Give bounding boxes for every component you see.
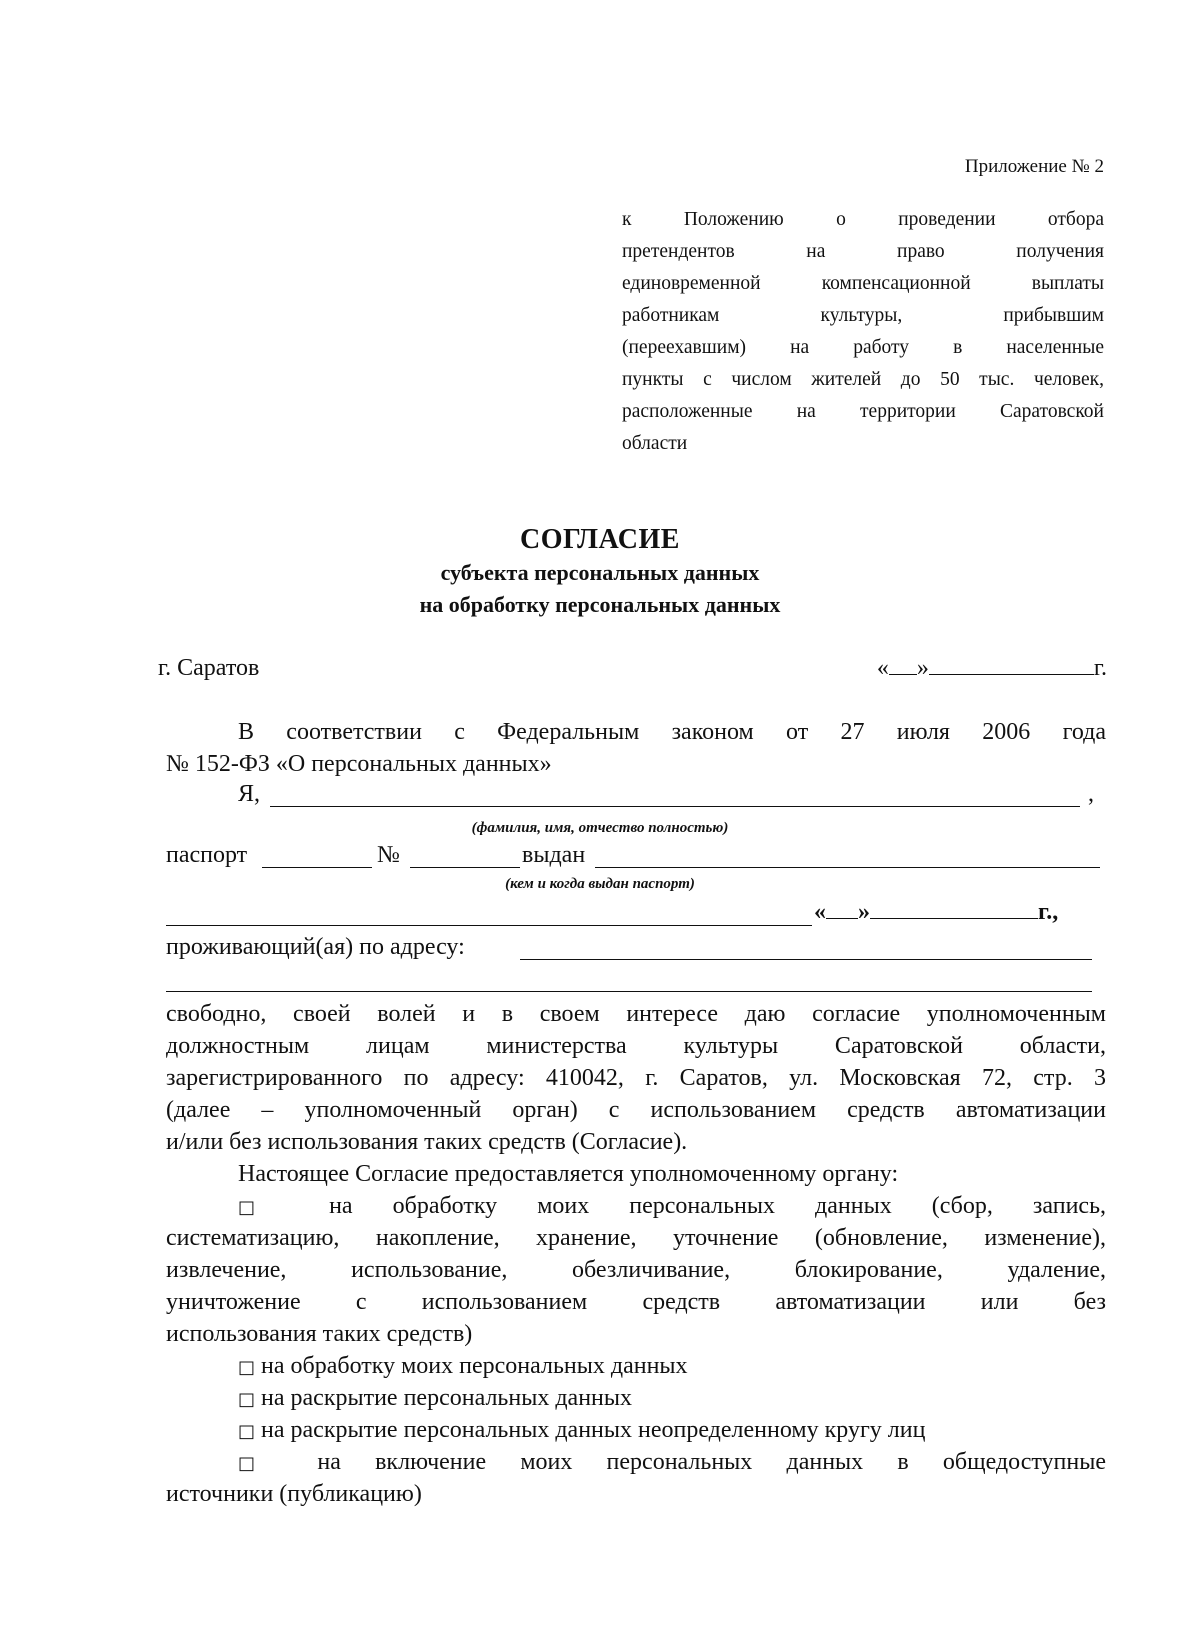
option-2-text: на обработку моих персональных данных [261, 1353, 688, 1379]
quote-open: « [876, 655, 889, 681]
day-blank[interactable] [889, 673, 917, 675]
option-5-continuation: источники (публикацию) [166, 1481, 422, 1507]
appendix-line: области [622, 433, 688, 454]
date-field [877, 655, 1107, 682]
fio-caption: (фамилия, имя, отчество полностью) [471, 820, 729, 836]
fio-comma: , [1088, 781, 1094, 807]
fio-field[interactable] [270, 806, 1080, 807]
option-1-first-line [238, 1190, 1106, 1224]
address-label: проживающий(ая) по адресу: [166, 934, 465, 960]
document-title: СОГЛАСИЕ [520, 524, 680, 555]
appendix-line: пункты с числом жителей до 50 тыс. человек, [622, 369, 1104, 390]
option-1-continuation [166, 1222, 1106, 1350]
consent-line: (далее – уполномоченный орган) с использованием средств автоматизации [166, 1097, 1106, 1123]
issued-details-field[interactable] [166, 925, 812, 926]
year-suffix: г. [1093, 655, 1107, 681]
issue-date-field [814, 899, 1058, 926]
passport-label: паспорт [166, 842, 248, 868]
consent-line: свободно, своей волей и в своем интересе даю согласие уполномоченным [166, 1001, 1106, 1027]
intro-line: № 152-ФЗ «О персональных данных» [166, 751, 552, 777]
consent-line: и/или без использования таких средств (Согласие). [166, 1129, 688, 1155]
number-label: № [377, 842, 400, 868]
passport-series-field[interactable] [262, 867, 372, 868]
issued-by-field[interactable] [595, 867, 1100, 868]
quote-close: » [916, 655, 929, 681]
address-field[interactable] [520, 959, 1092, 960]
option-2 [238, 1350, 1106, 1384]
passport-number-field[interactable] [410, 867, 520, 868]
option-1-line: уничтожение с использованием средств автоматизации или без [166, 1289, 1106, 1315]
option-1-text: на обработку моих персональных данных (сбор, запись, [329, 1193, 1107, 1219]
appendix-line: к Положению о проведении отбора [622, 209, 1104, 230]
option-3-text: на раскрытие персональных данных [261, 1385, 633, 1411]
document-subtitle-2: на обработку персональных данных [419, 592, 781, 617]
appendix-line: единовременной компенсационной выплаты [622, 273, 1104, 294]
appendix-title: Приложение № 2 [964, 156, 1104, 177]
appendix-line: расположенные на территории Саратовской [622, 401, 1104, 422]
appendix-line: (переехавшим) на работу в населенные [622, 337, 1104, 358]
issued-caption: (кем и когда выдан паспорт) [505, 876, 695, 892]
city-label: г. Саратов [158, 655, 260, 681]
consent-line: зарегистрированного по адресу: 410042, г. Саратов, ул. Московская 72, стр. 3 [166, 1065, 1106, 1091]
checkbox-icon[interactable]: □ [238, 1453, 284, 1474]
checkbox-icon[interactable]: □ [238, 1357, 256, 1378]
quote-open: « [814, 899, 826, 925]
option-4-text: на раскрытие персональных данных неопределенному кругу лиц [261, 1417, 926, 1443]
document-subtitle: субъекта персональных данных [440, 560, 760, 585]
option-4 [238, 1414, 1106, 1448]
consent-paragraph [166, 998, 1106, 1158]
issue-day-blank[interactable] [826, 917, 858, 919]
issued-label: выдан [522, 842, 586, 868]
intro-line: В соответствии с Федеральным законом от 27 июля 2006 года [238, 719, 1106, 745]
provided-to-line: Настоящее Согласие предоставляется уполномоченному органу: [238, 1161, 899, 1187]
checkbox-icon[interactable]: □ [238, 1197, 290, 1218]
option-1-line: извлечение, использование, обезличивание, блокирование, удаление, [166, 1257, 1106, 1283]
option-3 [238, 1382, 1106, 1416]
checkbox-icon[interactable]: □ [238, 1421, 256, 1442]
month-year-blank[interactable] [929, 673, 1094, 675]
option-1-line: систематизацию, накопление, хранение, уточнение (обновление, изменение), [166, 1225, 1106, 1251]
option-5-text: на включение моих персональных данных в общедоступные [317, 1449, 1107, 1475]
consent-line: должностным лицам министерства культуры Саратовской области, [166, 1033, 1106, 1059]
checkbox-icon[interactable]: □ [238, 1389, 256, 1410]
option-1-line: использования таких средств) [166, 1321, 473, 1347]
appendix-reference [622, 204, 1104, 460]
i-label: Я, [238, 781, 261, 807]
issue-month-year-blank[interactable] [870, 917, 1038, 919]
year-suffix: г., [1038, 899, 1059, 925]
address-field-2[interactable] [166, 991, 1092, 992]
option-5-first-line [238, 1446, 1106, 1480]
quote-close: » [858, 899, 870, 925]
appendix-line: претендентов на право получения [622, 241, 1104, 262]
appendix-line: работникам культуры, прибывшим [622, 305, 1104, 326]
